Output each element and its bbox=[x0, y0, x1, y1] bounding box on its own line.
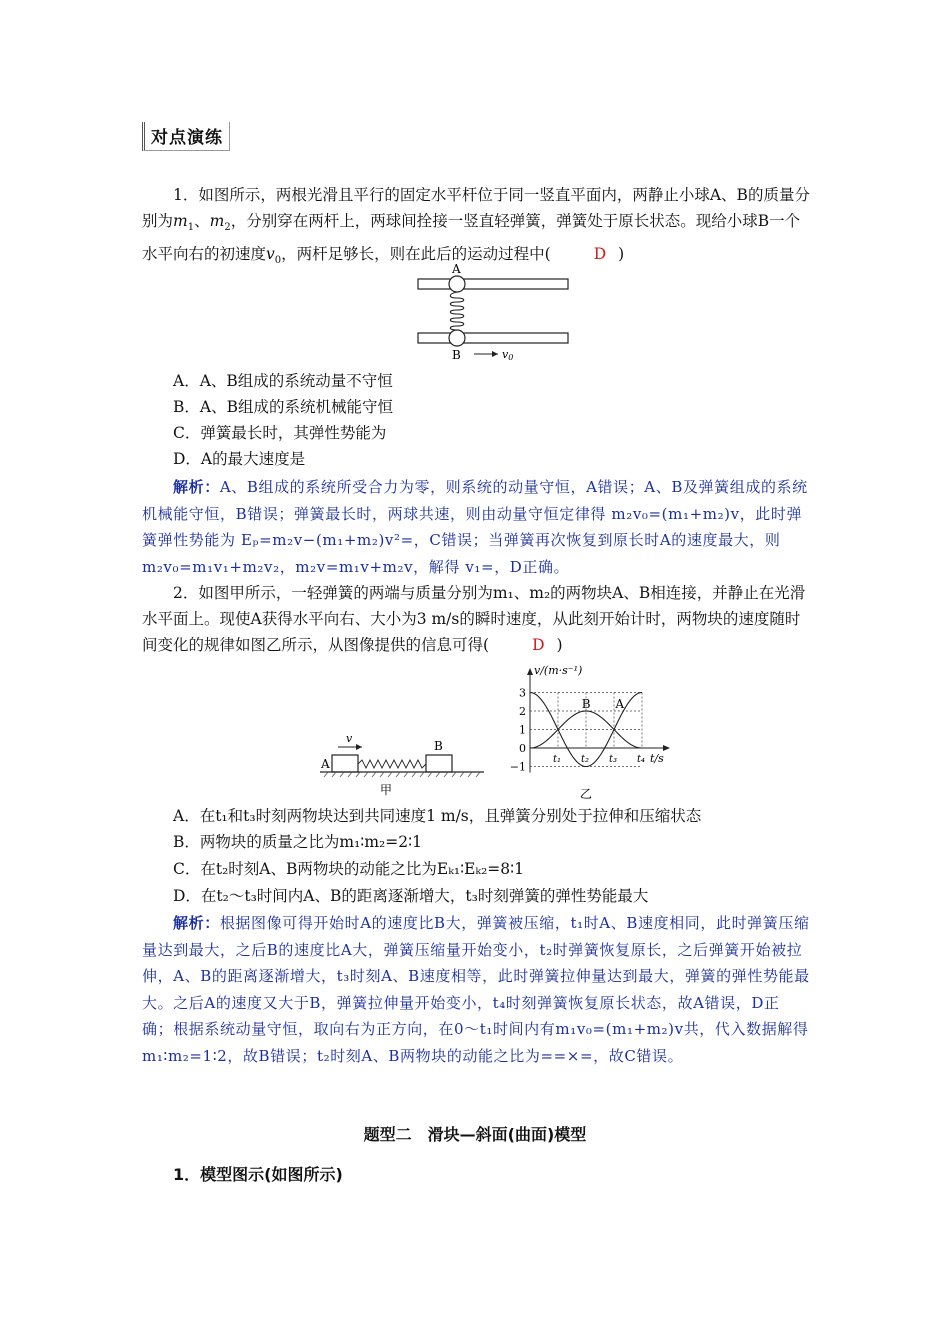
x-axis-label: t/s bbox=[650, 752, 664, 765]
y-tick-label: 1 bbox=[519, 723, 526, 737]
q1-m2-sub: 2 bbox=[224, 222, 231, 234]
q1-m2: m bbox=[209, 212, 225, 230]
q2-fig-caption-jia: 甲 bbox=[380, 783, 393, 797]
q2-block-a bbox=[332, 755, 358, 772]
section-title: 对点演练 bbox=[142, 122, 230, 151]
series-a-label: A bbox=[615, 697, 625, 712]
q2-block-b bbox=[426, 755, 452, 772]
q2-exp-label: 解析： bbox=[173, 914, 220, 932]
q1-stem-part2: ，分别穿在两杆上，两球间拴接一竖直轻弹簧，弹簧处于原长状态。现给小球B一个水平向右的初速度 bbox=[142, 212, 801, 264]
q1-sep: 、 bbox=[194, 212, 210, 230]
q1-ball-b bbox=[449, 330, 465, 346]
q1-bottom-rod bbox=[418, 333, 568, 343]
q1-explanation bbox=[142, 474, 810, 580]
y-tick-label: −1 bbox=[509, 760, 526, 774]
q1-option-b: B．A、B组成的系统机械能守恒 bbox=[173, 398, 393, 416]
q1-stem-part1: 1．如图所示，两根光滑且平行的固定水平杆位于同一竖直平面内，两静止小球A、B的质量分别为 bbox=[142, 186, 810, 230]
q2-fig-label-a: A bbox=[321, 757, 330, 771]
x-tick-label: t₄ bbox=[637, 754, 646, 765]
q1-answer: D bbox=[593, 245, 607, 264]
q1-stem-end: ) bbox=[618, 245, 625, 264]
q2-figure-jia bbox=[316, 730, 486, 798]
q2-option-a: A．在t₁和t₃时刻两物块达到共同速度1 m/s，且弹簧分别处于拉伸和压缩状态 bbox=[173, 807, 702, 825]
x-tick-label: t₁ bbox=[553, 754, 562, 765]
q1-m1-sub: 1 bbox=[187, 222, 195, 234]
q2-stem-text: 2．如图甲所示，一轻弹簧的两端与质量分别为m₁、m₂的两物块A、B相连接，并静止在光滑水平面上。现使A获得水平向右、大小为3 m/s的瞬时速度，从此刻开始计时，两物块的速度随时间变化的规律如图乙所示，从图像提供的信息可得( bbox=[142, 584, 806, 654]
q2-stem-end: ) bbox=[556, 636, 563, 654]
q2-exp-text: 根据图像可得开始时A的速度比B大，弹簧被压缩，t₁时A、B速度相同，此时弹簧压缩量达到最大，之后B的速度比A大，弹簧压缩量开始变小，t₂时弹簧恢复原长，之后弹簧开始被拉伸，A、B的距离逐渐增大，t₃时刻A、B速度相等，此时弹簧拉伸量达到最大，弹簧的弹性势能最大。之后A的速度又大于B，弹簧拉伸量开始变小，t₄时刻弹簧恢复原长状态，故A错误，D正确；根据系统动量守恒，取向右为正方向，在0～t₁时间内有m₁v₀=(m₁+m₂)v共，代入数据解得m₁∶m₂=1∶2，故B错误；t₂时刻A、B两物块的动能之比为==×=，故C错误。 bbox=[142, 914, 810, 1065]
q1-exp-text: A、B组成的系统所受合力为零，则系统的动量守恒，A错误；A、B及弹簧组成的系统机械能守恒，B错误；弹簧最长时，两球共速，则由动量守恒定律得 m₂v₀=(m₁+m₂)v，此时弹簧弹性势能为 Eₚ=m₂v−(m₁+m₂)v²=，C错误；当弹簧再次恢复到原长时A的速度最大，则 m₂v₀=m₁v₁+m₂v₂，m₂v=m₁v+m₂v，解得 v₁=，D正确。 bbox=[142, 478, 808, 576]
q2-option-d: D．在t₂～t₃时间内A、B的距离逐渐增大，t₃时刻弹簧的弹性势能最大 bbox=[173, 887, 649, 905]
q2-ground-hatch bbox=[324, 772, 480, 777]
q2-arrow-head bbox=[356, 744, 362, 750]
section2-title: 题型二 滑块—斜面(曲面)模型 bbox=[363, 1125, 587, 1144]
q2-option-b: B．两物块的质量之比为m₁∶m₂=2∶1 bbox=[173, 833, 422, 851]
q2-fig-label-v: v bbox=[346, 732, 353, 745]
q1-exp-label: 解析： bbox=[173, 478, 220, 496]
q1-m1: m bbox=[173, 212, 188, 230]
y-tick-label: 2 bbox=[519, 705, 526, 718]
q2-velocity-chart bbox=[500, 664, 680, 802]
y-tick-label: 0 bbox=[519, 742, 526, 755]
q2-fig-label-b: B bbox=[434, 739, 443, 753]
chart-caption: 乙 bbox=[580, 787, 593, 801]
x-tick-label: t₃ bbox=[609, 754, 618, 765]
y-axis-arrow bbox=[527, 668, 533, 675]
q1-figure bbox=[410, 260, 580, 365]
q2-spring bbox=[358, 760, 426, 768]
q1-fig-label-v: v0 bbox=[502, 348, 514, 362]
y-tick-label: 3 bbox=[519, 686, 526, 700]
q1-option-c: C．弹簧最长时，其弹性势能为 bbox=[173, 424, 387, 442]
y-axis-label: v/(m·s⁻¹) bbox=[534, 664, 583, 677]
q1-v0-sub: 0 bbox=[274, 255, 282, 267]
q1-arrow-head bbox=[492, 351, 498, 357]
q1-stem-part3: ，两杆足够长，则在此后的运动过程中( bbox=[281, 245, 551, 264]
x-tick-label: t₂ bbox=[581, 754, 590, 765]
q1-ball-a bbox=[449, 276, 465, 292]
q1-v0: v bbox=[266, 245, 275, 264]
q2-answer: D bbox=[532, 636, 545, 654]
q1-top-rod bbox=[418, 279, 568, 289]
q2-option-c: C．在t₂时刻A、B两物块的动能之比为Eₖ₁∶Eₖ₂=8∶1 bbox=[173, 860, 525, 878]
q1-spring bbox=[450, 292, 464, 330]
q1-option-a: A．A、B组成的系统动量不守恒 bbox=[173, 372, 393, 390]
q2-stem bbox=[142, 580, 810, 658]
q1-fig-label-b: B bbox=[452, 348, 461, 362]
series-b-label: B bbox=[581, 697, 591, 712]
q1-fig-label-a: A bbox=[452, 262, 461, 276]
x-axis-arrow bbox=[663, 745, 670, 751]
q2-explanation bbox=[142, 910, 810, 1069]
q1-option-d: D．A的最大速度是 bbox=[173, 450, 306, 468]
section2-item1: 1．模型图示(如图所示) bbox=[173, 1165, 343, 1184]
